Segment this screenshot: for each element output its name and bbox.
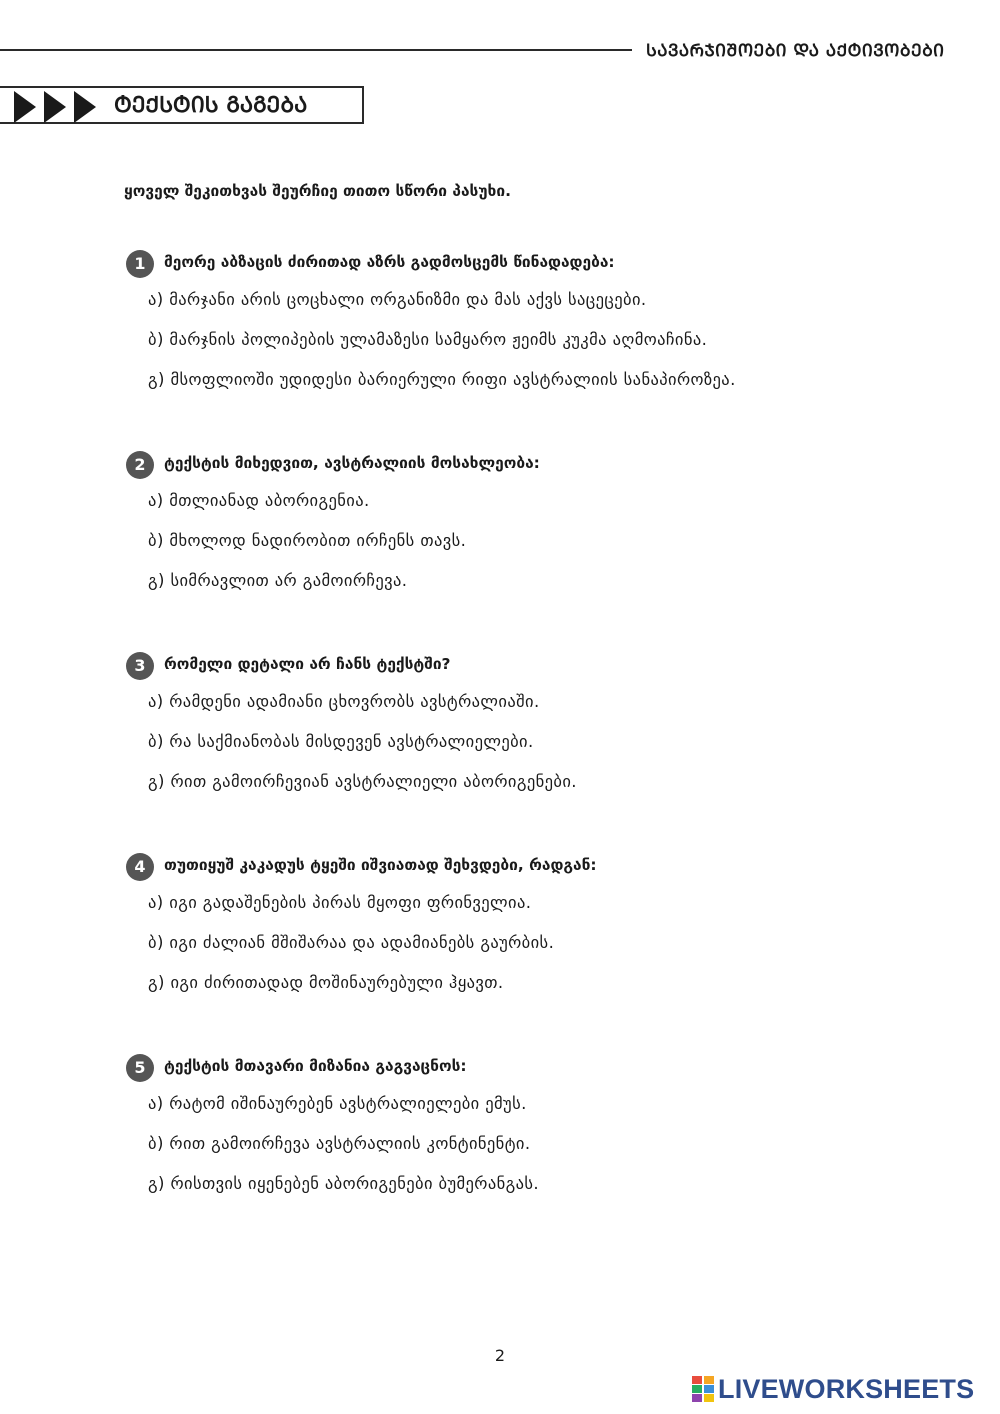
answer-option[interactable]: ა) რამდენი ადამიანი ცხოვრობს ავსტრალიაში. [148, 692, 540, 711]
question-number-badge: 2 [126, 451, 154, 479]
triple-arrow-icon [14, 91, 102, 123]
question-text: ტექსტის მთავარი მიზანია გაგვაცნოს: [164, 1057, 467, 1075]
question-text: რომელი დეტალი არ ჩანს ტექსტში? [164, 655, 451, 673]
answer-option[interactable]: ა) მარჯანი არის ცოცხალი ორგანიზმი და მას აქვს საცეცები. [148, 290, 647, 309]
question-number-badge: 1 [126, 250, 154, 278]
answer-option[interactable]: გ) რით გამოირჩევიან ავსტრალიელი აბორიგენები. [148, 772, 577, 791]
answer-option[interactable]: ბ) რით გამოირჩევა ავსტრალიის კონტინენტი. [148, 1134, 531, 1153]
question-text: მეორე აბზაცის ძირითად აზრს გადმოსცემს წინადადება: [164, 253, 615, 271]
answer-option[interactable]: გ) მსოფლიოში უდიდესი ბარიერული რიფი ავსტრალიის სანაპიროზეა. [148, 370, 736, 389]
question-1 [126, 250, 986, 400]
header-title: ᲡᲐᲕᲐᲠᲯᲘᲨᲝᲔᲑᲘ ᲓᲐ ᲐᲥᲢᲘᲕᲝᲑᲔᲑᲘ [646, 41, 945, 61]
answer-option[interactable]: ა) რატომ იშინაურებენ ავსტრალიელები ემუს. [148, 1094, 527, 1113]
page-number: 2 [494, 1346, 506, 1365]
question-number-badge: 5 [126, 1054, 154, 1082]
answer-option[interactable]: ბ) მხოლოდ ნადირობით ირჩენს თავს. [148, 531, 467, 550]
liveworksheets-logo-icon [692, 1376, 714, 1402]
question-5 [126, 1054, 986, 1204]
answer-option[interactable]: ა) იგი გადაშენების პირას მყოფი ფრინველია. [148, 893, 532, 912]
answer-option[interactable]: გ) სიმრავლით არ გამოირჩევა. [148, 571, 408, 590]
question-number-badge: 4 [126, 853, 154, 881]
answer-option[interactable]: ბ) იგი ძალიან მშიშარაა და ადამიანებს გაურბის. [148, 933, 555, 952]
answer-option[interactable]: ა) მთლიანად აბორიგენია. [148, 491, 370, 510]
answer-option[interactable]: გ) იგი ძირითადად მოშინაურებული ჰყავთ. [148, 973, 504, 992]
question-text: ტექსტის მიხედვით, ავსტრალიის მოსახლეობა: [164, 454, 540, 472]
answer-option[interactable]: ბ) მარჯნის პოლიპების ულამაზესი სამყარო ჟეიმს კუკმა აღმოაჩინა. [148, 330, 708, 349]
section-title: ᲢᲔᲥᲡᲢᲘᲡ ᲒᲐᲒᲔᲑᲐ [114, 93, 308, 118]
brand-name: LIVEWORKSHEETS [718, 1373, 975, 1404]
question-number-badge: 3 [126, 652, 154, 680]
question-2 [126, 451, 986, 601]
answer-option[interactable]: გ) რისთვის იყენებენ აბორიგენები ბუმერანგას. [148, 1174, 540, 1193]
header-rule [0, 49, 632, 51]
liveworksheets-brand[interactable] [692, 1371, 974, 1407]
answer-option[interactable]: ბ) რა საქმიანობას მისდევენ ავსტრალიელები. [148, 732, 534, 751]
question-4 [126, 853, 986, 1003]
instruction-text: ყოველ შეკითხვას შეურჩიე თითო სწორი პასუხი. [124, 182, 511, 200]
question-text: თუთიყუშ კაკადუს ტყეში იშვიათად შეხვდები, რადგან: [164, 856, 597, 874]
question-3 [126, 652, 986, 802]
